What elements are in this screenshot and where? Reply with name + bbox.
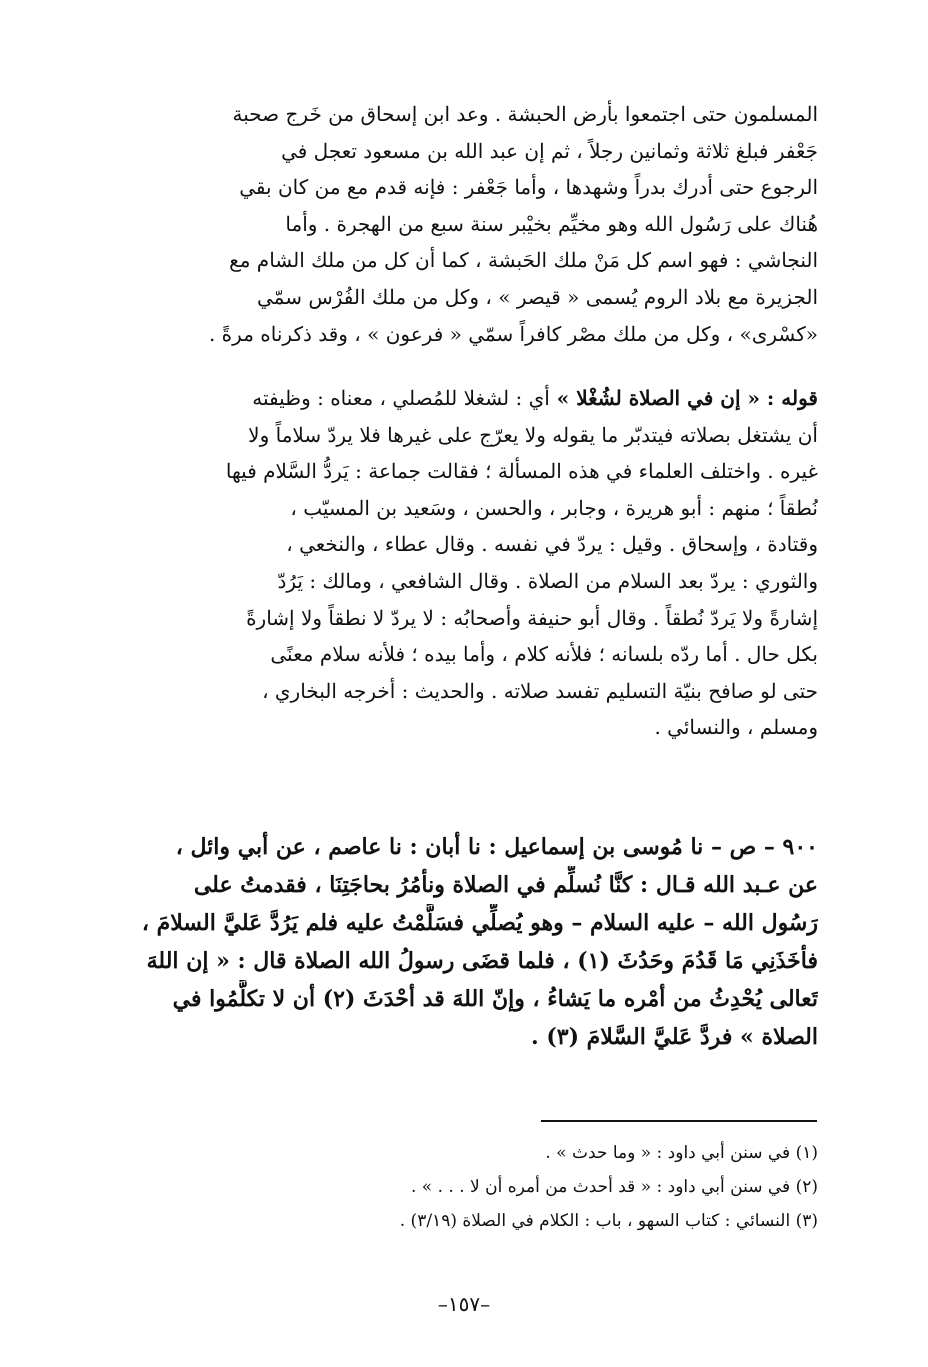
- paragraph-commentary: [135, 380, 818, 746]
- footnotes: [135, 1136, 818, 1238]
- hadith-line: عن عـبد الله قـال : كنَّا نُسلِّم في الصلاة ونأمُرُ بحاجَتِنَا ، فقدمتُ على: [193, 872, 818, 898]
- text-line: غيره . واختلف العلماء في هذه المسألة ؛ فقالت جماعة : يَردُّ السَّلام فيها: [225, 459, 818, 484]
- hadith-line: فأخَذَنِي مَا قَدُمَ وحَدُثَ (١) ، فلما قضَى رسولُ الله الصلاة قال : « إن اللهَ: [146, 948, 818, 974]
- paragraph-companions-najashi: [135, 96, 818, 352]
- text-line: الرجوع حتى أدرك بدراً وشهدها ، وأما جَعْفر : فإنه قدم مع من كان بقي: [239, 175, 818, 200]
- hadith-line: الصلاة » فردَّ عَليَّ السَّلامَ (٣) .: [531, 1024, 818, 1050]
- footnote: (٢) في سنن أبي داود : « قد أحدث من أمره أن لا . . . » .: [410, 1177, 818, 1197]
- text-line: والثوري : يردّ بعد السلام من الصلاة . وقال الشافعي ، ومالك : يَرُدّ: [277, 568, 818, 593]
- footnote: (٣) النسائي : كتاب السهو ، باب : الكلام في الصلاة (٣/١٩) .: [399, 1211, 818, 1231]
- footnote-separator: [541, 1120, 817, 1122]
- text-line: المسلمون حتى اجتمعوا بأرض الحبشة . وعد ابن إسحاق من خَرج صحبة: [232, 102, 818, 126]
- text-line: إشارةً ولا يَردّ نُطقاً . وقال أبو حنيفة وأصحابُه : لا يردّ لا نطقاً ولا إشارةً: [246, 605, 818, 630]
- text-line: الجزيرة مع بلاد الروم يُسمى « قيصر » ، وكل من ملك الفُرْس سمّي: [256, 284, 818, 309]
- hadith-line: تَعالى يُحْدِثُ من أمْره ما يَشاءُ ، وإنّ اللهَ قد أحْدَثَ (٢) أن لا تكلَّمُوا في: [172, 986, 818, 1012]
- text-line: ومسلم ، والنسائي .: [654, 715, 818, 740]
- text-line: النجاشي : فهو اسم كل مَنْ ملك الحَبشة ، كما أن كل من ملك الشام مع: [229, 248, 818, 273]
- text-line: جَعْفر فبلغ ثلاثة وثمانين رجلاً ، ثم إن عبد الله بن مسعود تعجل في: [281, 138, 818, 163]
- text-line: هُناك على رَسُول الله وهو مخيِّم بخيْبر سنة سبع من الهجرة . وأما: [285, 211, 818, 236]
- hadith-line: رَسُول الله – عليه السلام – وهو يُصلِّي فسَلَّمْتُ عليه فلم يَرُدَّ عَليَّ السلامَ ،: [141, 910, 818, 936]
- text-line: نُطقاً ؛ منهم : أبو هريرة ، وجابر ، والحسن ، وسَعيد بن المسيّب ،: [290, 495, 818, 520]
- commentary-first-line-rest: أي : لشغلا للمُصلي ، معناه : وظيفته: [252, 386, 550, 410]
- hadith-900: [135, 828, 818, 1056]
- hadith-line: ٩٠٠ – ص – نا مُوسى بن إسماعيل : نا أبان : نا عاصم ، عن أبي وائل ،: [175, 834, 818, 860]
- commentary-lead: قوله : « إن في الصلاة لشُغْلا »: [549, 386, 818, 410]
- page-number: –١٥٧–: [437, 1292, 491, 1316]
- footnote: (١) في سنن أبي داود : « وما حدث » .: [545, 1143, 818, 1163]
- text-line: أن يشتغل بصلاته فيتدبّر ما يقوله ولا يعرّج على غيرها فلا يردّ سلاماً ولا: [248, 422, 818, 447]
- text-line: وقتادة ، وإسحاق . وقيل : يردّ في نفسه . وقال عطاء ، والنخعي ،: [286, 532, 818, 557]
- text-line: «كسْرى» ، وكل من ملك مصْر كافراً سمّي « فرعون » ، وقد ذكرناه مرةً .: [208, 321, 818, 346]
- text-line: حتى لو صافح بنيّة التسليم تفسد صلاته . والحديث : أخرجه البخاري ،: [262, 678, 818, 703]
- text-line: [135, 380, 818, 417]
- text-line: بكل حال . أما ردّه بلسانه ؛ فلأنه كلام ، وأما بيده ؛ فلأنه سلام معنًى: [270, 642, 818, 667]
